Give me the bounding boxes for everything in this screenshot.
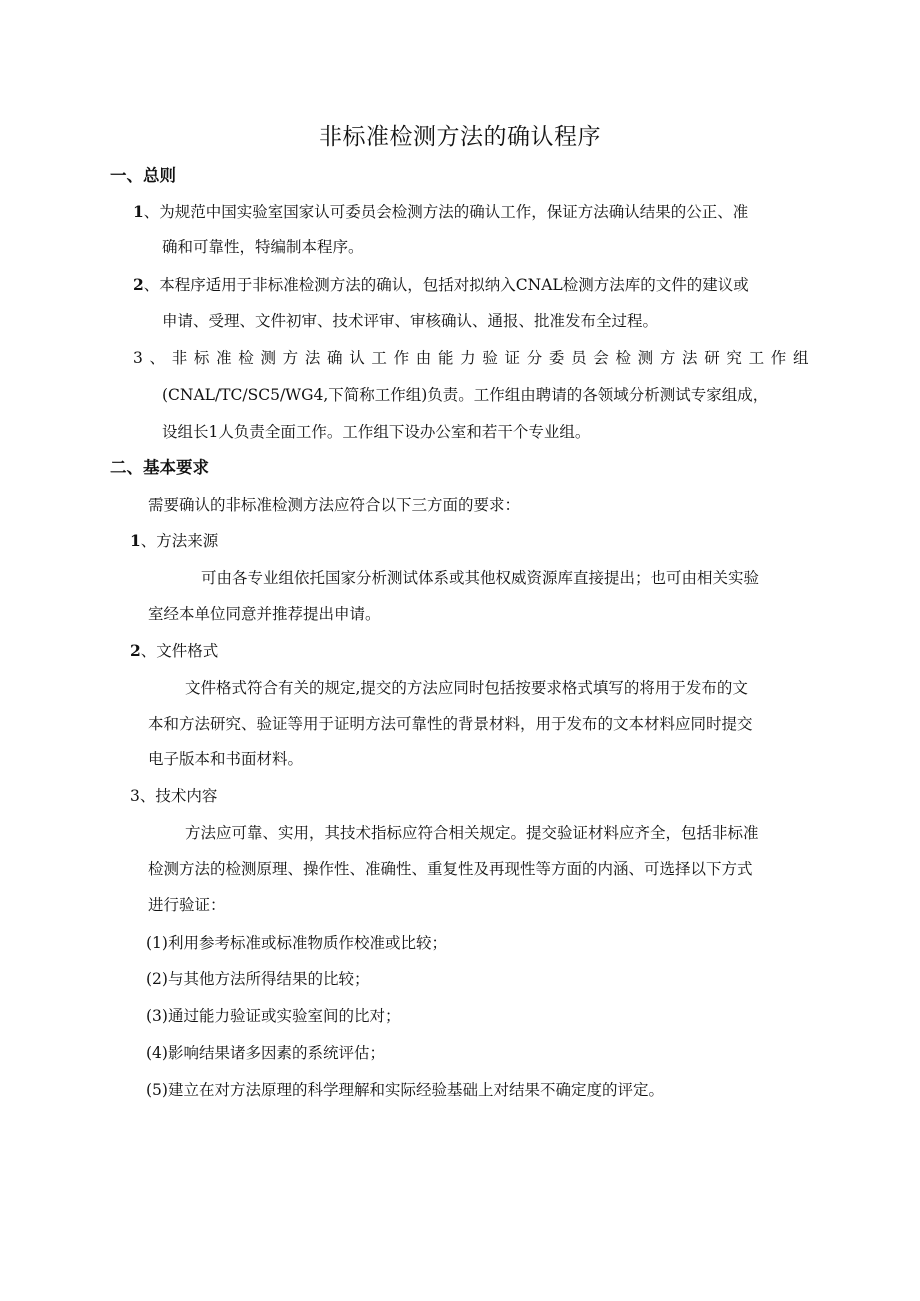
list-item: (3)通过能力验证或实验室间的比对； [146,1007,401,1025]
list-item: (5)建立在对方法原理的科学理解和实际经验基础上对结果不确定度的评定。 [146,1081,664,1099]
paragraph-text: 、本程序适用于非标准检测方法的确认，包括对拟纳入CNAL检测方法库的文件的建议或 [143,276,749,294]
paragraph-line [133,347,813,369]
paragraph-line [133,201,748,223]
subsection-heading-technical-content [130,785,217,807]
section-intro: 需要确认的非标准检测方法应符合以下三方面的要求： [148,496,521,514]
item-number: 1 [130,531,141,550]
paragraph-line: 确和可靠性，特编制本程序。 [162,238,364,256]
subsection-label: 、方法来源 [140,532,219,550]
paragraph-line: 电子版本和书面材料。 [148,750,304,768]
item-number: 2 [133,275,144,294]
section-heading-general: 一、总则 [110,166,176,185]
paragraph-line: 进行验证： [148,896,226,914]
subsection-label: 、文件格式 [140,642,219,660]
item-number: 2 [130,641,141,660]
paragraph-text: 、为规范中国实验室国家认可委员会检测方法的确认工作，保证方法确认结果的公正、准 [143,203,749,221]
paragraph-line: 方法应可靠、实用，其技术指标应符合相关规定。提交验证材料应齐全，包括非标准 [185,824,759,842]
document-title: 非标准检测方法的确认程序 [319,124,601,150]
list-item: (4)影响结果诸多因素的系统评估； [146,1044,385,1062]
subsection-label: 、技术内容 [139,787,218,805]
paragraph-text: 、非标准检测方法确认工作由能力验证分委员会检测方法研究工作组 [147,349,813,367]
paragraph-line: 设组长1人负责全面工作。工作组下设办公室和若干个专业组。 [162,423,591,441]
item-number: 3 [130,787,140,805]
list-item: (1)利用参考标准或标准物质作校准或比较； [146,934,447,952]
item-number: 3 [133,349,148,367]
subsection-heading-method-source [130,530,218,552]
paragraph-line: 本和方法研究、验证等用于证明方法可靠性的背景材料，用于发布的文本材料应同时提交 [148,715,753,733]
paragraph-line: 室经本单位同意并推荐提出申请。 [148,605,381,623]
item-number: 1 [133,202,144,221]
list-item: (2)与其他方法所得结果的比较； [146,970,370,988]
section-heading-basic-requirements: 二、基本要求 [110,458,209,477]
paragraph-line: 可由各专业组依托国家分析测试体系或其他权威资源库直接提出；也可由相关实验 [201,569,760,587]
subsection-heading-file-format [130,640,218,662]
paragraph-line: 申请、受理、文件初审、技术评审、审核确认、通报、批准发布全过程。 [162,312,659,330]
paragraph-line: 文件格式符合有关的规定,提交的方法应同时包括按要求格式填写的将用于发布的文 [185,679,748,697]
paragraph-line: 检测方法的检测原理、操作性、准确性、重复性及再现性等方面的内涵、可选择以下方式 [148,860,753,878]
paragraph-line [133,274,749,296]
paragraph-line: (CNAL/TC/SC5/WG4,下简称工作组)负责。工作组由聘请的各领域分析测试专家组成， [162,386,769,404]
